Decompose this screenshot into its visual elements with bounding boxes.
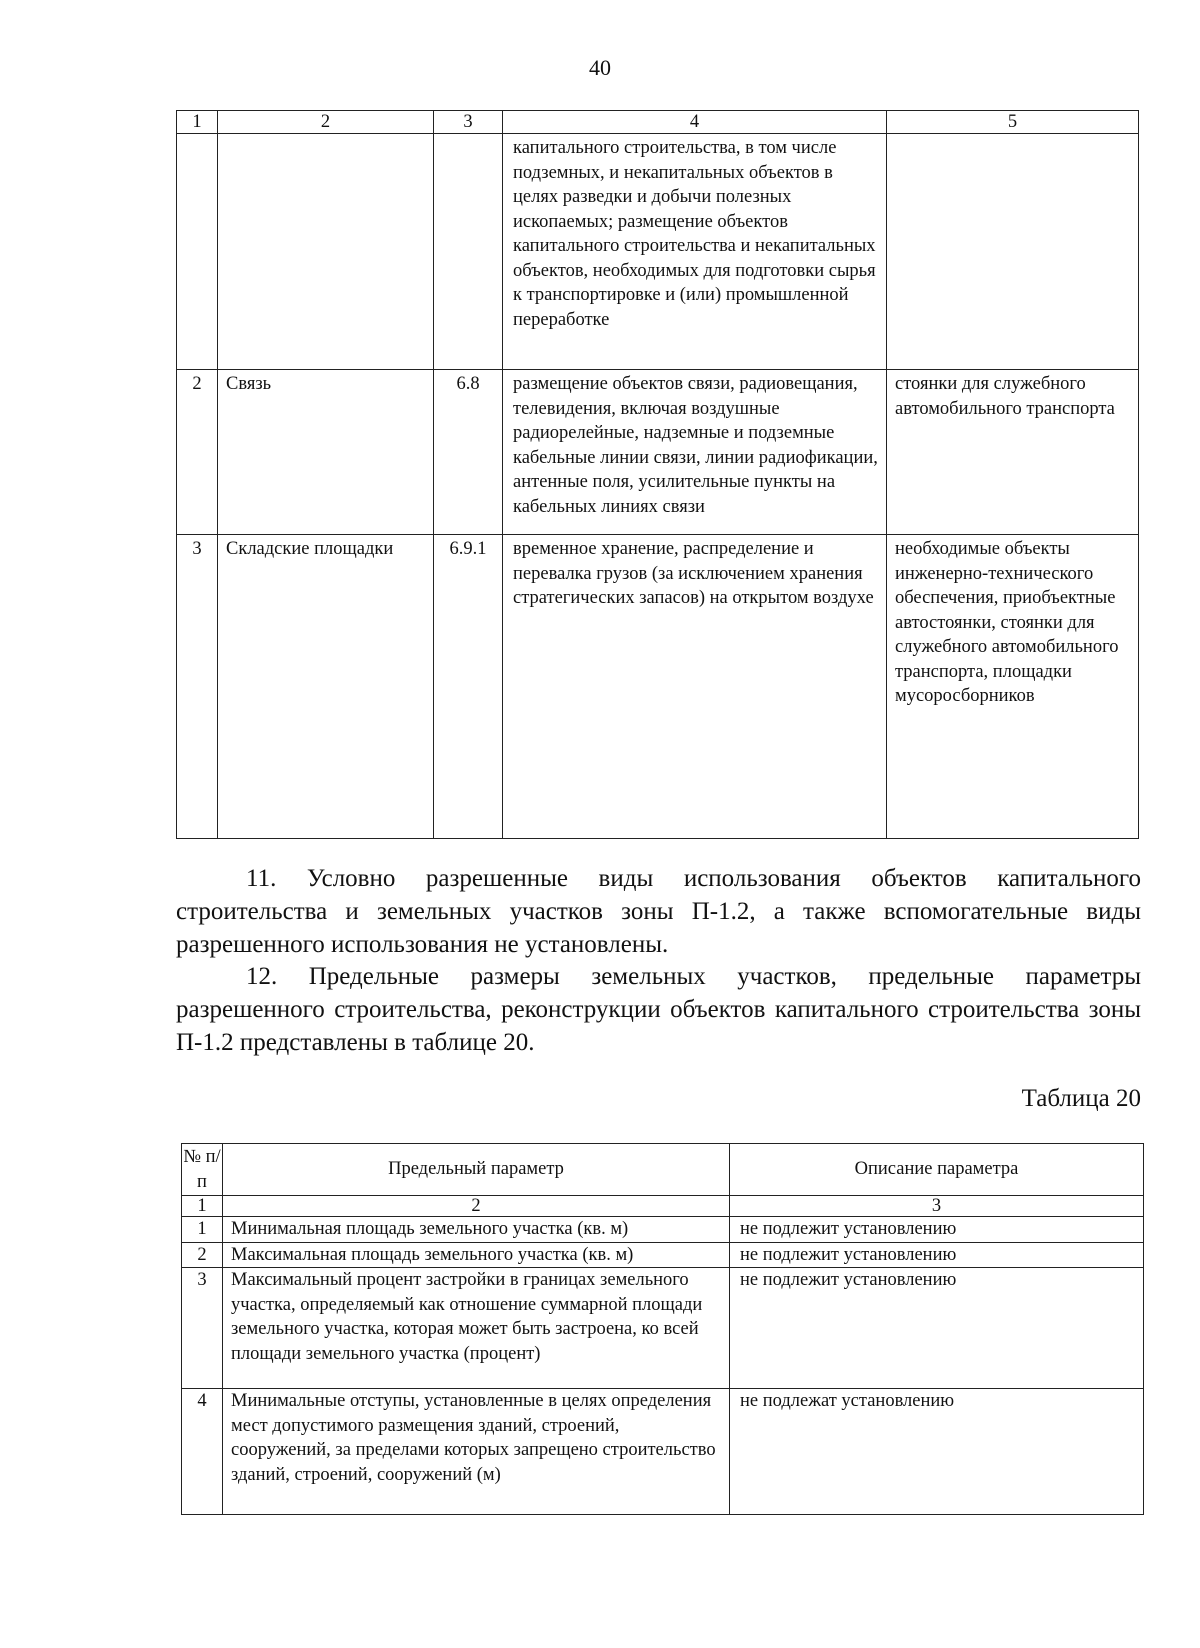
table-header-row bbox=[177, 111, 1139, 134]
header-param: Предельный параметр bbox=[223, 1144, 730, 1196]
param-name: Максимальный процент застройки в границах земельного участка, определяемый как отношение суммарной площади земельного участка, которая может быть застроена, ко всей площади земельного участка (процент) bbox=[223, 1268, 730, 1389]
param-name: Минимальная площадь земельного участка (кв. м) bbox=[223, 1217, 730, 1243]
param-name: Минимальные отступы, установленные в целях определения мест допустимого размещения зданий, строений, сооружений, за пределами которых запрещено строительство зданий, строений, сооружений (м) bbox=[223, 1389, 730, 1515]
permitted-uses-table bbox=[176, 110, 1139, 839]
use-name: Связь bbox=[218, 370, 434, 535]
param-value: не подлежит установлению bbox=[730, 1217, 1144, 1243]
row-number: 4 bbox=[182, 1389, 223, 1515]
header-cell: 5 bbox=[887, 111, 1139, 134]
param-value: не подлежит установлению bbox=[730, 1268, 1144, 1389]
table-header-row bbox=[182, 1144, 1144, 1196]
table-row bbox=[177, 535, 1139, 839]
index-cell: 2 bbox=[223, 1196, 730, 1217]
use-auxiliary: стоянки для служебного автомобильного транспорта bbox=[887, 370, 1139, 535]
use-code: 6.9.1 bbox=[434, 535, 503, 839]
header-cell: 1 bbox=[177, 111, 218, 134]
row-number: 1 bbox=[182, 1217, 223, 1243]
table-row bbox=[177, 370, 1139, 535]
row-number: 2 bbox=[182, 1242, 223, 1268]
use-auxiliary: необходимые объекты инженерно-технического обеспечения, приобъектные автостоянки, стоянки для служебного автомобильного транспорта, площадки мусоросборников bbox=[887, 535, 1139, 839]
paragraph-12 bbox=[176, 960, 1141, 1059]
table-row bbox=[182, 1389, 1144, 1515]
index-cell: 1 bbox=[182, 1196, 223, 1217]
index-row bbox=[182, 1196, 1144, 1217]
use-code: 6.8 bbox=[434, 370, 503, 535]
table-row bbox=[177, 134, 1139, 370]
row-number: 3 bbox=[177, 535, 218, 839]
use-description: временное хранение, распределение и перевалка грузов (за исключением хранения стратегических запасов) на открытом воздухе bbox=[503, 535, 887, 839]
param-value: не подлежат установлению bbox=[730, 1389, 1144, 1515]
table-row bbox=[182, 1242, 1144, 1268]
table-row bbox=[182, 1217, 1144, 1243]
param-name: Максимальная площадь земельного участка (кв. м) bbox=[223, 1242, 730, 1268]
row-number: 2 bbox=[177, 370, 218, 535]
use-auxiliary bbox=[887, 134, 1139, 370]
paragraph-text: 11. Условно разрешенные виды использования объектов капитального строительства и земельных участков зоны П-1.2, а также вспомогательные виды разрешенного использования не установлены. bbox=[176, 865, 1141, 958]
use-description: размещение объектов связи, радиовещания, телевидения, включая воздушные радиорелейные, надземные и подземные кабельные линии связи, линии радиофикации, антенные поля, усилительные пункты на кабельных линиях связи bbox=[503, 370, 887, 535]
table-caption: Таблица 20 bbox=[1021, 1085, 1141, 1112]
page-number: 40 bbox=[589, 55, 611, 80]
param-value: не подлежит установлению bbox=[730, 1242, 1144, 1268]
table-row bbox=[182, 1268, 1144, 1389]
use-description: капитального строительства, в том числе подземных, и некапитальных объектов в целях разведки и добычи полезных ископаемых; размещение объектов капитального строительства и некапитальных объектов, необходимых для подготовки сырья к транспортировке и (или) промышленной переработке bbox=[503, 134, 887, 370]
header-num: № п/п bbox=[182, 1144, 223, 1196]
use-name: Складские площадки bbox=[218, 535, 434, 839]
header-cell: 2 bbox=[218, 111, 434, 134]
header-cell: 3 bbox=[434, 111, 503, 134]
row-number bbox=[177, 134, 218, 370]
paragraph-text: 12. Предельные размеры земельных участков, предельные параметры разрешенного строительства, реконструкции объектов капитального строительства зоны П-1.2 представлены в таблице 20. bbox=[176, 963, 1141, 1056]
paragraph-11 bbox=[176, 862, 1141, 961]
parameters-table bbox=[181, 1143, 1144, 1515]
header-cell: 4 bbox=[503, 111, 887, 134]
use-name bbox=[218, 134, 434, 370]
row-number: 3 bbox=[182, 1268, 223, 1389]
header-value: Описание параметра bbox=[730, 1144, 1144, 1196]
use-code bbox=[434, 134, 503, 370]
index-cell: 3 bbox=[730, 1196, 1144, 1217]
